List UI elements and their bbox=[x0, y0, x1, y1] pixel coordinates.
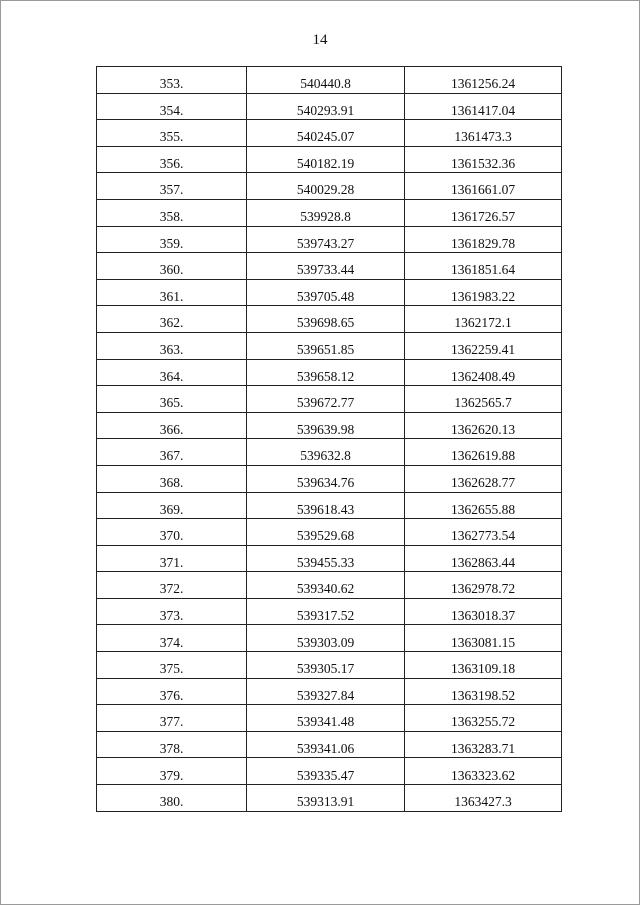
point-number-cell: 356. bbox=[97, 146, 247, 173]
table-row bbox=[97, 678, 562, 705]
point-number-cell: 360. bbox=[97, 253, 247, 280]
y-coordinate-cell: 1361417.04 bbox=[405, 93, 562, 120]
x-coordinate-cell: 540029.28 bbox=[247, 173, 405, 200]
table-row bbox=[97, 598, 562, 625]
table-row bbox=[97, 146, 562, 173]
point-number-cell: 380. bbox=[97, 785, 247, 812]
x-coordinate-cell: 539341.48 bbox=[247, 705, 405, 732]
y-coordinate-cell: 1363323.62 bbox=[405, 758, 562, 785]
table-row bbox=[97, 173, 562, 200]
x-coordinate-cell: 539313.91 bbox=[247, 785, 405, 812]
y-coordinate-cell: 1362172.1 bbox=[405, 306, 562, 333]
table-row bbox=[97, 545, 562, 572]
y-coordinate-cell: 1361983.22 bbox=[405, 279, 562, 306]
point-number-cell: 375. bbox=[97, 652, 247, 679]
point-number-cell: 370. bbox=[97, 519, 247, 546]
table-row bbox=[97, 332, 562, 359]
point-number-cell: 371. bbox=[97, 545, 247, 572]
point-number-cell: 359. bbox=[97, 226, 247, 253]
x-coordinate-cell: 540440.8 bbox=[247, 67, 405, 94]
table-row bbox=[97, 306, 562, 333]
y-coordinate-cell: 1363198.52 bbox=[405, 678, 562, 705]
table-row bbox=[97, 465, 562, 492]
table-row bbox=[97, 386, 562, 413]
table-row bbox=[97, 492, 562, 519]
point-number-cell: 372. bbox=[97, 572, 247, 599]
y-coordinate-cell: 1363081.15 bbox=[405, 625, 562, 652]
point-number-cell: 378. bbox=[97, 731, 247, 758]
point-number-cell: 355. bbox=[97, 120, 247, 147]
x-coordinate-cell: 540293.91 bbox=[247, 93, 405, 120]
point-number-cell: 377. bbox=[97, 705, 247, 732]
y-coordinate-cell: 1363018.37 bbox=[405, 598, 562, 625]
y-coordinate-cell: 1363255.72 bbox=[405, 705, 562, 732]
y-coordinate-cell: 1363283.71 bbox=[405, 731, 562, 758]
table-row bbox=[97, 705, 562, 732]
point-number-cell: 369. bbox=[97, 492, 247, 519]
table-row bbox=[97, 572, 562, 599]
y-coordinate-cell: 1362565.7 bbox=[405, 386, 562, 413]
page-number: 14 bbox=[312, 32, 328, 48]
point-number-cell: 363. bbox=[97, 332, 247, 359]
x-coordinate-cell: 539317.52 bbox=[247, 598, 405, 625]
x-coordinate-cell: 539455.33 bbox=[247, 545, 405, 572]
y-coordinate-cell: 1362619.88 bbox=[405, 439, 562, 466]
x-coordinate-cell: 539658.12 bbox=[247, 359, 405, 386]
table-row bbox=[97, 253, 562, 280]
coordinates-table bbox=[96, 66, 562, 812]
x-coordinate-cell: 539634.76 bbox=[247, 465, 405, 492]
point-number-cell: 379. bbox=[97, 758, 247, 785]
point-number-cell: 357. bbox=[97, 173, 247, 200]
point-number-cell: 358. bbox=[97, 199, 247, 226]
x-coordinate-cell: 539928.8 bbox=[247, 199, 405, 226]
table-row bbox=[97, 67, 562, 94]
y-coordinate-cell: 1363109.18 bbox=[405, 652, 562, 679]
y-coordinate-cell: 1362628.77 bbox=[405, 465, 562, 492]
table-row bbox=[97, 439, 562, 466]
table-row bbox=[97, 785, 562, 812]
x-coordinate-cell: 539651.85 bbox=[247, 332, 405, 359]
y-coordinate-cell: 1362259.41 bbox=[405, 332, 562, 359]
table-row bbox=[97, 758, 562, 785]
x-coordinate-cell: 539743.27 bbox=[247, 226, 405, 253]
x-coordinate-cell: 539303.09 bbox=[247, 625, 405, 652]
x-coordinate-cell: 539672.77 bbox=[247, 386, 405, 413]
y-coordinate-cell: 1361473.3 bbox=[405, 120, 562, 147]
x-coordinate-cell: 540245.07 bbox=[247, 120, 405, 147]
y-coordinate-cell: 1363427.3 bbox=[405, 785, 562, 812]
x-coordinate-cell: 539340.62 bbox=[247, 572, 405, 599]
point-number-cell: 366. bbox=[97, 412, 247, 439]
y-coordinate-cell: 1362773.54 bbox=[405, 519, 562, 546]
table-row bbox=[97, 359, 562, 386]
x-coordinate-cell: 539618.43 bbox=[247, 492, 405, 519]
y-coordinate-cell: 1362978.72 bbox=[405, 572, 562, 599]
point-number-cell: 364. bbox=[97, 359, 247, 386]
x-coordinate-cell: 539327.84 bbox=[247, 678, 405, 705]
y-coordinate-cell: 1361256.24 bbox=[405, 67, 562, 94]
y-coordinate-cell: 1362863.44 bbox=[405, 545, 562, 572]
point-number-cell: 362. bbox=[97, 306, 247, 333]
x-coordinate-cell: 539733.44 bbox=[247, 253, 405, 280]
point-number-cell: 354. bbox=[97, 93, 247, 120]
x-coordinate-cell: 539335.47 bbox=[247, 758, 405, 785]
y-coordinate-cell: 1361829.78 bbox=[405, 226, 562, 253]
table-row bbox=[97, 519, 562, 546]
x-coordinate-cell: 539529.68 bbox=[247, 519, 405, 546]
x-coordinate-cell: 540182.19 bbox=[247, 146, 405, 173]
x-coordinate-cell: 539705.48 bbox=[247, 279, 405, 306]
y-coordinate-cell: 1362620.13 bbox=[405, 412, 562, 439]
table-row bbox=[97, 226, 562, 253]
x-coordinate-cell: 539632.8 bbox=[247, 439, 405, 466]
point-number-cell: 367. bbox=[97, 439, 247, 466]
y-coordinate-cell: 1362408.49 bbox=[405, 359, 562, 386]
x-coordinate-cell: 539341.06 bbox=[247, 731, 405, 758]
x-coordinate-cell: 539698.65 bbox=[247, 306, 405, 333]
x-coordinate-cell: 539305.17 bbox=[247, 652, 405, 679]
table-row bbox=[97, 93, 562, 120]
y-coordinate-cell: 1361532.36 bbox=[405, 146, 562, 173]
point-number-cell: 368. bbox=[97, 465, 247, 492]
y-coordinate-cell: 1362655.88 bbox=[405, 492, 562, 519]
table-row bbox=[97, 412, 562, 439]
y-coordinate-cell: 1361661.07 bbox=[405, 173, 562, 200]
x-coordinate-cell: 539639.98 bbox=[247, 412, 405, 439]
point-number-cell: 374. bbox=[97, 625, 247, 652]
table-row bbox=[97, 652, 562, 679]
table-row bbox=[97, 279, 562, 306]
point-number-cell: 373. bbox=[97, 598, 247, 625]
point-number-cell: 361. bbox=[97, 279, 247, 306]
table-row bbox=[97, 199, 562, 226]
table-row bbox=[97, 120, 562, 147]
point-number-cell: 353. bbox=[97, 67, 247, 94]
coordinates-table-body bbox=[97, 67, 562, 812]
table-row bbox=[97, 731, 562, 758]
point-number-cell: 365. bbox=[97, 386, 247, 413]
y-coordinate-cell: 1361851.64 bbox=[405, 253, 562, 280]
table-row bbox=[97, 625, 562, 652]
point-number-cell: 376. bbox=[97, 678, 247, 705]
y-coordinate-cell: 1361726.57 bbox=[405, 199, 562, 226]
